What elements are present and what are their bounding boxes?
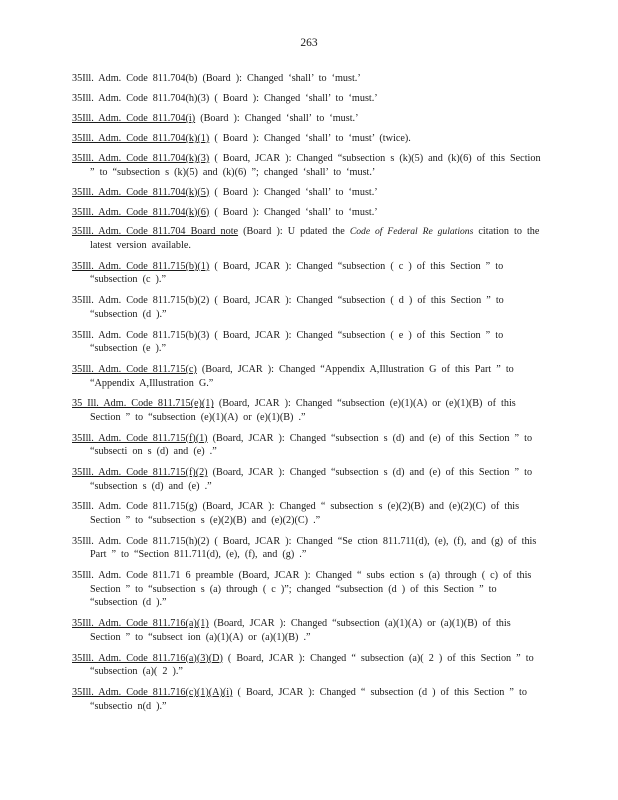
- change-description: ( Board ): Changed ‘shall’ to ‘must.’: [209, 206, 378, 218]
- list-item: [72, 466, 542, 493]
- list-item: [72, 72, 542, 86]
- code-citation: 35Ill. Adm. Code 811.704(k)(5): [72, 186, 210, 198]
- code-citation: 35Ill. Adm. Code 811.715(g): [72, 501, 198, 513]
- list-item: [72, 206, 542, 220]
- list-item: [72, 132, 542, 146]
- code-citation: 35Ill. Adm. Code 811.715(c): [72, 363, 197, 375]
- change-description: (Board, JCAR ): Changed “ subs ection s (a) through ( c) of this Section ” to “subsection s (a) through ( c )”; changed “subsection (d ) of this Section ” to “subsection (d ).”: [90, 570, 532, 609]
- list-item: [72, 500, 542, 527]
- list-item: [72, 432, 542, 459]
- change-description: ( Board, JCAR ): Changed “subsection ( d ) of this Section ” to “subsection (d ).”: [90, 295, 504, 320]
- change-description: (Board ): Changed ‘shall’ to ‘must.’: [195, 112, 359, 124]
- code-citation: 35 Ill. Adm. Code 811.715(e)(1): [72, 398, 214, 410]
- list-item: [72, 363, 542, 390]
- code-citation: 35Ill. Adm. Code 811.704(b): [72, 73, 198, 84]
- code-citation: 35Ill. Adm. Code 811.715(b)(1): [72, 260, 210, 272]
- change-description: (Board ): U pdated the: [238, 226, 350, 238]
- code-citation: 35Ill. Adm. Code 811.715(f)(1): [72, 432, 208, 444]
- italic-title: Code of Federal Re gulations: [349, 226, 474, 238]
- change-description: (Board, JCAR ): Changed “ subsection s (e)(2)(B) and (e)(2)(C) of this Section ” to “subsection s (e)(2)(B) and (e)(2)(C) .”: [90, 501, 520, 527]
- amendment-list: [72, 72, 542, 720]
- code-citation: 35Ill. Adm. Code 811.71 6 preamble: [72, 570, 234, 582]
- change-description: (Board, JCAR ): Changed “subsection s (d) and (e) of this Section ” to “subsecti on s (d) and (e) .”: [90, 432, 533, 458]
- list-item: [72, 329, 542, 356]
- change-description: ( Board, JCAR ): Changed “subsection ( e ) of this Section ” to “subsection (e ).”: [90, 329, 504, 355]
- change-description: ( Board, JCAR ): Changed “ subsection (d ) of this Section ” to “subsectio n(d ).”: [90, 686, 527, 712]
- code-citation: 35Ill. Adm. Code 811.704(k)(6): [72, 206, 210, 218]
- list-item: [72, 92, 542, 106]
- list-item: [72, 225, 542, 252]
- code-citation: 35Ill. Adm. Code 811.704(h)(3): [72, 92, 210, 104]
- list-item: [72, 260, 542, 287]
- code-citation: 35Ill. Adm. Code 811.716(a)(3)(D): [72, 652, 223, 664]
- list-item: [72, 617, 542, 644]
- list-item: [72, 152, 542, 179]
- code-citation: 35Ill. Adm. Code 811.716(a)(1): [72, 618, 209, 630]
- list-item: [72, 569, 542, 610]
- page-number: 263: [300, 37, 318, 49]
- code-citation: 35Ill. Adm. Code 811.704 Board note: [72, 226, 239, 238]
- list-item: [72, 186, 542, 200]
- code-citation: 35Ill. Adm. Code 811.704(k)(1): [72, 132, 210, 144]
- list-item: [72, 686, 542, 713]
- change-description: ( Board, JCAR ): Changed “Se ction 811.711(d), (e), (f), and (g) of this Part ” to “Section 811.711(d), (e), (f), and (g) .”: [90, 535, 537, 561]
- list-item: [72, 397, 542, 424]
- change-description: (Board, JCAR ): Changed “Appendix A,Illustration G of this Part ” to “Appendix A,Illustration G.”: [90, 363, 514, 389]
- code-citation: 35Ill. Adm. Code 811.716(c)(1)(A)(i): [72, 686, 233, 698]
- change-description: ( Board, JCAR ): Changed “subsection s (k)(5) and (k)(6) of this Section ” to “subsection s (k)(5) and (k)(6) ”; changed ‘shall’ to ‘must.’: [90, 152, 541, 178]
- change-description: ( Board ): Changed ‘shall’ to ‘must.’: [209, 186, 378, 198]
- list-item: [72, 535, 542, 562]
- change-description: (Board, JCAR ): Changed “subsection (a)(1)(A) or (a)(1)(B) of this Section ” to “subsect ion (a)(1)(A) or (a)(1)(B) .”: [90, 618, 511, 643]
- code-citation: 35Ill. Adm. Code 811.715(b)(2): [72, 295, 210, 307]
- change-description: (Board, JCAR ): Changed “subsection s (d) and (e) of this Section ” to “subsection s (d) and (e) .”: [90, 467, 533, 492]
- code-citation: 35Ill. Adm. Code 811.715(b)(3): [72, 329, 210, 341]
- change-description: (Board ): Changed ‘shall’ to ‘must.’: [197, 73, 361, 84]
- change-description: ( Board, JCAR ): Changed “ subsection (a)( 2 ) of this Section ” to “subsection (a)( 2 ).”: [90, 652, 534, 678]
- code-citation: 35Ill. Adm. Code 811.704(i): [72, 112, 196, 124]
- code-citation: 35Ill. Adm. Code 811.715(f)(2): [72, 467, 208, 479]
- change-description: (Board, JCAR ): Changed “subsection (e)(1)(A) or (e)(1)(B) of this Section ” to “subsection (e)(1)(A) or (e)(1)(B) .”: [90, 398, 516, 423]
- change-description: ( Board ): Changed ‘shall’ to ‘must’ (twice).: [209, 132, 411, 144]
- change-description: ( Board, JCAR ): Changed “subsection ( c ) of this Section ” to “subsection (c ).”: [90, 260, 504, 286]
- list-item: [72, 294, 542, 321]
- code-citation: 35Ill. Adm. Code 811.715(h)(2): [72, 535, 210, 547]
- change-description-tail: citation to the latest version available.: [90, 226, 540, 252]
- change-description: ( Board ): Changed ‘shall’ to ‘must.’: [209, 92, 378, 104]
- code-citation: 35Ill. Adm. Code 811.704(k)(3): [72, 152, 210, 164]
- list-item: [72, 112, 542, 126]
- list-item: [72, 652, 542, 679]
